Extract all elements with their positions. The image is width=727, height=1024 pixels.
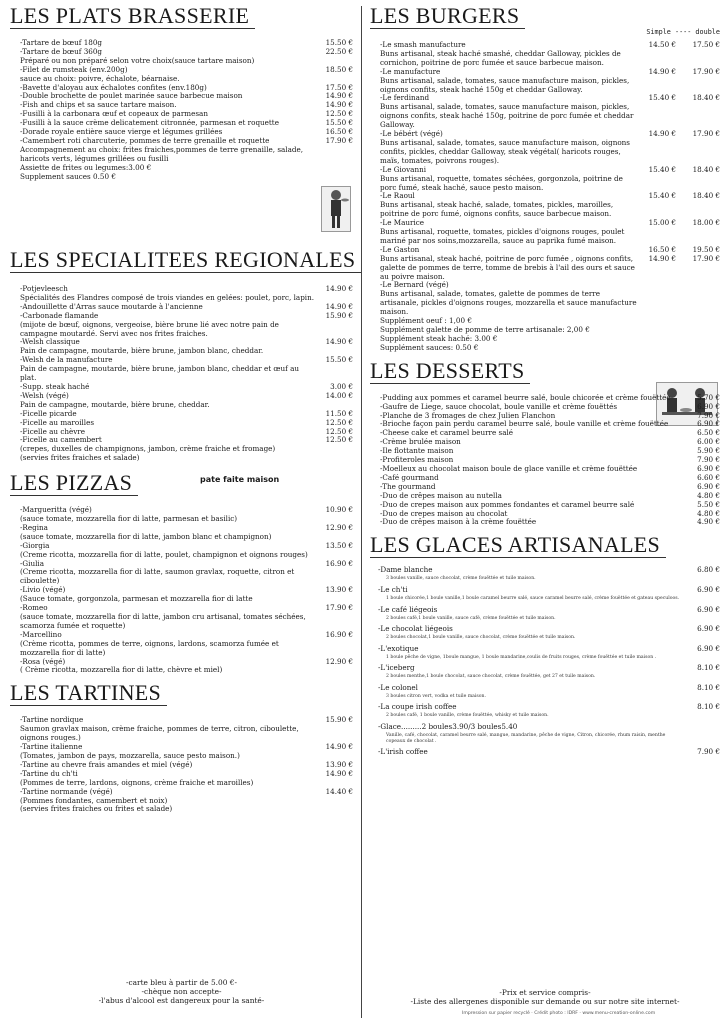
glace-item-name: -Le ch'ti (378, 584, 408, 594)
menu-item-name: Pain de campagne, moutarde, bière brune, jambon blanc, cheddar. (20, 346, 264, 356)
menu-item-name: Spécialités des Flandres composé de trois viandes en gelées: poulet, porc, lapin. (20, 292, 315, 302)
glace-item-row (370, 663, 720, 672)
menu-item-name: -Moelleux au chocolat maison boule de glace vanille et crème fouëttée (380, 463, 638, 473)
menu-item-name: -Fusilli à la sauce crème delicatement citronnée, parmesan et roquette (20, 118, 279, 128)
menu-item-price: 14.90 € (325, 91, 353, 101)
menu-item-price: 12.90 € (325, 656, 353, 666)
menu-item-name: (crepes, duxelles de champignons, jambon, crème fraiche et fromage) (20, 444, 276, 454)
glace-item-row (370, 683, 720, 692)
glace-item-desc: 2 boules café, 1 boule vanille, crème fouëttée, whisky et tuile maison. (386, 713, 549, 719)
burger-price-double: 18.40 € (692, 191, 720, 201)
menu-item-price: 12.90 € (325, 522, 353, 532)
menu-item-name: -Regina (20, 522, 48, 532)
burgers-heading: LES BURGERS (370, 4, 525, 29)
glace-item-price (670, 722, 720, 731)
menu-item-price: 15.50 € (325, 38, 353, 47)
tartines-heading: LES TARTINES (10, 681, 167, 706)
glace-item-desc: 1 boule chicorée,1 boule vanille,1 boule caramel beurre salé, sauce caramel beurre salé, crème fouëttée et gateau speculoos. (386, 595, 680, 601)
menu-item-price: 3.00 € (330, 381, 353, 391)
menu-item-name: sauce au choix: poivre, échalote, béarnaise. (20, 73, 180, 83)
menu-item-price: 14.40 € (325, 786, 353, 796)
burger-price-simple: 14.90 € (648, 66, 676, 76)
menu-item-name: -Camembert roti charcuterie, pommes de terre grenaille et roquette (20, 135, 270, 145)
glace-item-price: 8.10 € (697, 663, 720, 673)
glace-item (370, 683, 720, 700)
menu-item (10, 365, 353, 383)
pizzas-list (10, 506, 353, 675)
footer-credit: Impression sur papier recyclé · Crédit photo : IDRF · www.menu-creation-online.com (462, 1011, 656, 1016)
glace-item-row (370, 747, 720, 756)
menu-item-price: 12.50 € (325, 417, 353, 427)
glace-item-name: -Le colonel (378, 682, 418, 692)
glace-item-name: -Glace.........2 boules3.90/3 boules5.40 (378, 722, 518, 732)
footer-left-line2: -chèque non accepte- (141, 987, 222, 996)
menu-item-price: 17.90 € (325, 603, 353, 613)
regionales-list (10, 285, 353, 463)
menu-item-price: 5.70 € (697, 392, 720, 402)
burger-item-name: Buns artisanal, salade, tomates, galette de pommes de terre artisanale, pickles d'oignons rouges, mozzarella et sauce manufacture maison. (380, 289, 637, 317)
menu-item-name: (servies frites fraiches et salade) (20, 453, 140, 463)
menu-item-name: -Brioche façon pain perdu caramel beurre salé, boule vanille et crème fouëttée (380, 419, 669, 429)
glace-item-name: -L'iceberg (378, 663, 415, 673)
menu-item (370, 518, 720, 527)
burger-price-simple: 15.40 € (648, 93, 676, 103)
menu-item-name: (sauce tomate, mozzarella fior di latte, jambon blanc et champignon) (20, 531, 272, 541)
menu-item-name: -Carbonade flamande (20, 310, 99, 320)
burger-item-name: -Le Giovanni (380, 164, 427, 174)
menu-item-name: (Crème ricotta, pommes de terre, oignons, lardons, scamorza fumée et mozzarella fior di latte) (20, 638, 279, 657)
footer-right-line2: -Liste des allergenes disponible sur demande ou sur notre site internet- (410, 997, 680, 1006)
menu-item (10, 321, 353, 339)
glace-item (370, 644, 720, 661)
menu-item-name: -Ficelle picarde (20, 408, 77, 418)
plats-list (10, 39, 353, 146)
burger-price-simple: 15.00 € (648, 218, 676, 228)
burger-item-name: -Le ferdinand (380, 93, 430, 103)
menu-item-price: 6.50 € (697, 428, 720, 438)
burger-item-name: Buns artisanal, steak haché, salade, tomates, pickles, maroilles, poitrine de porc fumé, oignons confits, sauce barbecue maison. (380, 200, 614, 219)
menu-item (10, 666, 353, 675)
glace-item-desc: 1 boule pêche de vigne, 1boule mangue, 1 boule mandarine,coulis de fruits rouges, crème fouëttée et tuile maison . (386, 654, 657, 660)
menu-item-price: 16.50 € (325, 127, 353, 137)
menu-item-name: -Tartine italienne (20, 742, 83, 752)
menu-item-price: 15.90 € (325, 310, 353, 320)
menu-item-price: 14.90 € (325, 301, 353, 311)
menu-item-price: 18.50 € (325, 64, 353, 74)
footer-right (370, 988, 720, 1006)
menu-item-name: -Giorgia (20, 540, 50, 550)
menu-item-price: 13.90 € (325, 585, 353, 595)
menu-item-name: -Tartine au chevre frais amandes et miel (végé) (20, 759, 193, 769)
menu-item-price: 17.50 € (325, 82, 353, 92)
menu-item-name: -Dorade royale entière sauce vierge et légumes grillées (20, 127, 223, 137)
plats-assiette: Assiette de frites ou legumes:3.00 € (20, 162, 152, 172)
menu-item-name: -Crème brulée maison (380, 437, 461, 447)
burger-item (370, 175, 720, 193)
burger-item (370, 77, 720, 95)
menu-item-name: -Filet de rumsteak (env.200g) (20, 64, 128, 74)
menu-item-price: 6.90 € (697, 401, 720, 411)
burger-item-name: -Le Bernard (végé) (380, 280, 449, 290)
burger-price-double: 17.50 € (692, 40, 720, 49)
menu-item-price: 15.50 € (325, 355, 353, 365)
menu-item-price: 7.90 € (697, 455, 720, 465)
menu-item-name: (sauce tomate, mozzarella fior di latte, jambon cru artisanal, tomates séchées, scamorza fumée et roquette) (20, 612, 306, 630)
burger-item (370, 139, 720, 166)
burger-item (370, 290, 720, 317)
menu-item-price: 7.90 € (697, 410, 720, 420)
menu-item-name: -Café gourmand (380, 472, 439, 482)
tartines-section (10, 681, 353, 814)
burger-item-name: -Le Gaston (380, 244, 420, 254)
menu-item-name: -Planche de 3 fromages de chez Julien Flanchon (380, 410, 556, 420)
plats-accompagnement: Accompagnement au choix: frites fraiches,pommes de terre grenaille, salade, haricots verts, légumes grillées ou fusilli (20, 144, 304, 163)
burger-price-double: 18.40 € (692, 164, 720, 174)
menu-item-name: -Supp. steak haché (20, 381, 90, 391)
menu-item-name: -The gourmand (380, 481, 436, 491)
burger-item (370, 50, 720, 68)
burgers-supp-galette: Supplément galette de pomme de terre artisanale: 2,00 € (380, 325, 590, 334)
menu-item-name: (mijote de bœuf, oignons, vergeoise, bière brune lié avec notre pain de campagne moutardé. Servi avec nos frites fraiches. (20, 319, 279, 338)
burger-item-name: -Le manufacture (380, 66, 441, 76)
glace-item-desc: 2 boules café,1 boule vanille, sauce café, crème fouëttée et tuile maison. (386, 615, 556, 621)
glace-item (370, 747, 720, 756)
waiter-illustration (321, 186, 351, 232)
menu-item-name: -Margueritta (végé) (20, 505, 92, 515)
glace-item-name: -Dame blanche (378, 565, 433, 575)
menu-item-price: 4.90 € (697, 517, 720, 527)
menu-item-price: 14.90 € (325, 742, 353, 752)
glace-item-row (370, 624, 720, 633)
glaces-heading: LES GLACES ARTISANALES (370, 533, 666, 558)
menu-item-name: ( Crème ricotta, mozzarella fior di latte, chèvre et miel) (20, 665, 223, 675)
burgers-price-columns: Simple ---- double (646, 28, 720, 36)
menu-item-price: 14.90 € (325, 337, 353, 347)
glace-item-row (370, 644, 720, 653)
burgers-list (370, 41, 720, 317)
menu-item-name: -Ficelle au chèvre (20, 426, 85, 436)
menu-item-name: -Ficelle au camembert (20, 435, 102, 445)
burger-price-simple: 16.50 € (648, 244, 676, 254)
tartines-list (10, 716, 353, 814)
glace-item (370, 605, 720, 622)
burger-item (370, 255, 720, 282)
glaces-section (370, 533, 720, 756)
menu-item-name: -Ile flottante maison (380, 446, 454, 456)
menu-item-name: -Duo de crepes maison au chocolat (380, 508, 508, 518)
right-column (370, 4, 720, 762)
burger-item-name: -Le Maurice (380, 218, 425, 228)
burger-price-simple: 14.50 € (648, 40, 676, 49)
pizzas-section (10, 471, 353, 675)
glace-item-price: 7.90 € (697, 747, 720, 757)
menu-item-price: 15.90 € (325, 715, 353, 725)
menu-item-price: 5.90 € (697, 446, 720, 456)
menu-item-name: (Tomates, jambon de pays, mozzarella, sauce pesto maison.) (20, 750, 240, 760)
menu-item (10, 595, 353, 604)
menu-item-price: 12.50 € (325, 109, 353, 119)
glace-item-price: 8.10 € (697, 702, 720, 712)
glace-item-row (370, 585, 720, 594)
desserts-heading: LES DESSERTS (370, 359, 530, 384)
burger-item (370, 228, 720, 246)
menu-item-name: Saumon gravlax maison, crème fraiche, pommes de terre, citron, ciboulette, oignons rouges.) (20, 724, 299, 743)
glace-item-name: -La coupe irish coffee (378, 702, 457, 712)
menu-item-name: -Welsh (végé) (20, 390, 69, 400)
menu-item-price: 6.60 € (697, 472, 720, 482)
menu-item-name: -Double brochette de poulet marinée sauce barbecue maison (20, 91, 243, 101)
burger-price-double: 17.90 € (692, 129, 720, 139)
menu-item-name: -Welsh de la manufacture (20, 355, 113, 365)
menu-item-price: 5.50 € (697, 499, 720, 509)
menu-item-name: -Tartare de bœuf 360g (20, 46, 103, 56)
burgers-supp-sauces: Supplément sauces: 0.50 € (380, 342, 479, 352)
menu-item (10, 454, 353, 463)
menu-item-name: -Profiteroles maison (380, 455, 454, 465)
menu-item-price: 13.90 € (325, 759, 353, 769)
menu-item-name: (Creme ricotta, mozzarella fior di latte, poulet, champignon et oignons rouges) (20, 549, 308, 559)
burger-item-name: Buns artisanal, salade, tomates, sauce manufacture maison, pickles, oignons confits, steak haché 150g et cheddar Galloway. (380, 75, 630, 94)
menu-item-price: 15.50 € (325, 118, 353, 128)
glace-item-desc: 2 boules menthe,1 boule chocolat, sauce chocolat, crème fouëttée, get 27 et tuile maison. (386, 674, 596, 680)
burger-item-name: -Le smash manufacture (380, 40, 466, 49)
regionales-heading: LES SPECIALITEES REGIONALES (10, 248, 361, 273)
menu-item-name: Pain de campagne, moutarde, bière brune, jambon blanc, cheddar et œuf au plat. (20, 364, 299, 383)
footer-right-line1: -Prix et service compris- (499, 988, 591, 997)
menu-item-price: 17.90 € (325, 135, 353, 145)
burger-item-name: -Le bébért (végé) (380, 129, 443, 139)
glace-item-name: -L'irish coffee (378, 747, 428, 757)
menu-item-name: -Duo de crepes maison aux pommes fondantes et caramel beurre salé (380, 499, 635, 509)
menu-item-price: 12.50 € (325, 426, 353, 436)
menu-item-name: -Fusilli à la carbonara œuf et copeaux de parmesan (20, 109, 208, 119)
menu-item (10, 568, 353, 586)
column-divider (361, 6, 362, 1018)
glace-item-row (370, 702, 720, 711)
menu-item-name: -Tartine normande (végé) (20, 786, 113, 796)
glace-item-row (370, 565, 720, 574)
menu-item-name: -Pudding aux pommes et caramel beurre salé, boule chicorée et crème fouëttée (380, 392, 671, 402)
menu-item-name: (Pommes fondantes, camembert et noix) (20, 795, 168, 805)
menu-item (10, 533, 353, 542)
waiter-icon (323, 188, 349, 230)
menu-item-price: 14.90 € (325, 768, 353, 778)
menu-item-price: 13.50 € (325, 540, 353, 550)
menu-item-price: 4.80 € (697, 490, 720, 500)
glace-item-price: 6.80 € (697, 565, 720, 575)
glace-item-row (370, 722, 720, 731)
glace-item-price: 6.90 € (697, 604, 720, 614)
plats-heading: LES PLATS BRASSERIE (10, 4, 255, 29)
menu-item (10, 805, 353, 814)
glace-item-desc: Vanille, café, chocolat, caramel beurre salé, mangue, mandarine, pêche de vigne, Citron, chicorée, rhum raisin, menthe copeaux de chocolat . (386, 733, 666, 744)
menu-item-name: (servies frites fraiches ou frites et salade) (20, 804, 173, 814)
glace-item-price: 6.90 € (697, 643, 720, 653)
glace-item-desc: 3 boules citron vert, vodka et tuile maison. (386, 693, 486, 699)
menu-item-name: -Romeo (20, 603, 48, 613)
glace-item-price: 6.90 € (697, 624, 720, 634)
menu-item-price: 14.00 € (325, 390, 353, 400)
menu-item-name: -Andouillette d'Arras sauce moutarde à l'ancienne (20, 301, 203, 311)
burger-item-name: Buns artisanal, salade, tomates, sauce manufacture maison, oignons confits, pickles, cheddar Galloway, steak végétal( haricots rouges, maïs, tomates, poivrons rouges). (380, 137, 630, 165)
glace-item-price: 6.90 € (697, 584, 720, 594)
footer-left-line3: -l'abus d'alcool est dangereux pour la santé- (98, 996, 265, 1005)
menu-item (10, 640, 353, 658)
menu-item-price: 6.90 € (697, 481, 720, 491)
menu-item-price: 6.90 € (697, 419, 720, 429)
glace-item-desc: 3 boules vanille, sauce chocolat, crème fouëttée et tuile maison. (386, 576, 536, 582)
menu-item-name: -Marcellino (20, 629, 62, 639)
glace-item (370, 663, 720, 680)
plats-supplement: Supplement sauces 0.50 € (20, 171, 116, 181)
menu-item-name: -Duo de crêpes maison au nutella (380, 490, 502, 500)
menu-item-price: 16.90 € (325, 558, 353, 568)
menu-item-name: (sauce tomate, mozzarella fior di latte, parmesan et basilic) (20, 514, 238, 524)
menu-item-name: -Ficelle au maroilles (20, 417, 95, 427)
menu-item-name: Préparé ou non préparé selon votre choix(sauce tartare maison) (20, 55, 255, 65)
menu-item-name: -Tartare de bœuf 180g (20, 38, 103, 47)
menu-item-price: 10.90 € (325, 505, 353, 515)
glace-item-name: -Le chocolat liégeois (378, 624, 453, 634)
burger-price-simple: 15.40 € (648, 164, 676, 174)
menu-item-price: 14.90 € (325, 284, 353, 293)
menu-item-name: -Tartine nordique (20, 715, 84, 725)
burger-item-name: -Le Raoul (380, 191, 415, 201)
glace-item-desc: 2 boules chocolat,1 boule vanille, sauce chocolat, crème fouëttée et tuile maison. (386, 635, 576, 641)
pizzas-heading: LES PIZZAS (10, 471, 138, 496)
menu-item-name: -Tartine du ch'ti (20, 768, 78, 778)
burger-item (370, 201, 720, 219)
pizzas-subtitle: pate faite maison (200, 475, 280, 485)
burger-price-simple: 14.90 € (648, 129, 676, 139)
burger-price-simple: 15.40 € (648, 191, 676, 201)
burger-item-name: Buns artisanal, steak haché smashé, cheddar Galloway, pickles de cornichon, poitrine de porc fumée et sauce barbecue maison. (380, 48, 621, 67)
burger-item-name: Buns artisanal, roquette, tomates, pickles d'oignons rouges, poulet mariné par nos soins,mozzarella, sauce au paprika fumé maison. (380, 227, 625, 245)
glaces-list (370, 565, 720, 756)
glace-item (370, 624, 720, 641)
burger-item-name: Buns artisanal, steak haché, poitrine de porc fumée , oignons confits, galette de pommes de terre, tomme de brebis à l'ail des ours et sauce au poivre maison. (380, 253, 635, 281)
menu-item-price: 4.80 € (697, 508, 720, 518)
menu-item-price: 6.90 € (697, 463, 720, 473)
menu-item-name: -Cheese cake et caramel beurre salé (380, 428, 514, 438)
footer-left-line1: -carte bleu à partir de 5.00 €- (126, 978, 237, 987)
regionales-section (10, 247, 356, 463)
burger-price-simple: 14.90 € (648, 253, 676, 263)
burger-price-double: 18.40 € (692, 93, 720, 103)
menu-item (10, 725, 353, 743)
menu-item-name: -Giulia (20, 558, 44, 568)
menu-item-price: 16.90 € (325, 629, 353, 639)
burger-item (370, 103, 720, 130)
glace-item (370, 565, 720, 582)
left-column (10, 3, 356, 820)
glace-item (370, 702, 720, 719)
glace-item (370, 585, 720, 602)
menu-item-price: 11.50 € (325, 408, 353, 418)
menu-item-name: -Livio (végé) (20, 585, 66, 595)
burgers-supp-oeuf: Supplément oeuf : 1,00 € (380, 316, 472, 326)
menu-item-name: -Duo de crêpes maison à la crème fouëttée (380, 517, 537, 527)
desserts-section (370, 359, 720, 528)
footer-left (10, 978, 353, 1005)
desserts-list (370, 394, 720, 528)
plats-section (10, 4, 353, 242)
menu-item-name: -Fish and chips et sa sauce tartare maison. (20, 100, 177, 110)
burger-price-double: 18.00 € (692, 218, 720, 228)
burger-price-double: 19.50 € (692, 244, 720, 254)
menu-item-name: (Pommes de terre, lardons, oignons, crème fraiche et maroilles) (20, 777, 254, 787)
glace-item-row (370, 605, 720, 614)
glace-item (370, 722, 720, 744)
menu-item-name: (Sauce tomate, gorgonzola, parmesan et mozzarella fior di latte (20, 594, 253, 604)
menu-item (10, 613, 353, 631)
burger-item-name: Buns artisanal, salade, tomates, sauce manufacture maison, pickles, oignons confits, steak haché 150g, poitrine de porc fumée et cheddar Galloway. (380, 102, 634, 130)
burgers-section (370, 4, 720, 353)
menu-item-name: Pain de campagne, moutarde, bière brune, cheddar. (20, 399, 210, 409)
menu-item-name: -Rosa (végé) (20, 656, 66, 666)
glace-item-name: -L'exotique (378, 643, 419, 653)
menu-item-price: 6.00 € (697, 437, 720, 447)
burger-item-name: Buns artisanal, roquette, tomates séchées, gorgonzola, poitrine de porc fumé, steak haché, sauce pesto maison. (380, 173, 623, 192)
menu-item-price: 22.50 € (325, 46, 353, 56)
burger-price-double: 17.90 € (692, 66, 720, 76)
glace-item-name: -Le café liégeois (378, 604, 438, 614)
menu-item-name: -Gaufre de Liege, sauce chocolat, boule vanille et crème fouëttés (380, 401, 618, 411)
menu-item-name: (Creme ricotta, mozzarella fior di latte, saumon gravlax, roquette, citron et ciboulette) (20, 567, 295, 586)
burgers-supp-steak: Supplément steak haché: 3.00 € (380, 333, 498, 343)
burger-price-double: 17.90 € (692, 253, 720, 263)
menu-item-price: 12.50 € (325, 435, 353, 445)
menu-item-name: -Potjevleesch (20, 284, 68, 293)
menu-item-name: -Welsh classique (20, 337, 80, 347)
menu-item-name: -Bavette d'aloyau aux échalotes confites (env.180g) (20, 82, 207, 92)
menu-item (10, 551, 353, 560)
glace-item-price: 8.10 € (697, 682, 720, 692)
menu-item (10, 515, 353, 524)
menu-item-price: 14.90 € (325, 100, 353, 110)
